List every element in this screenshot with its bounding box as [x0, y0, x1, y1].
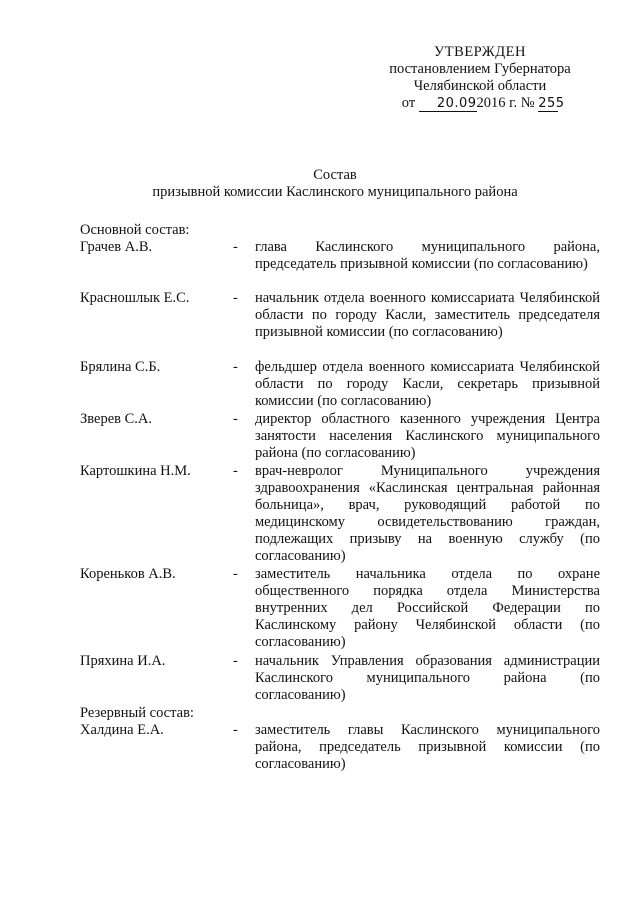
member-dash: - — [233, 411, 238, 427]
member-name: Грачев А.В. — [80, 239, 153, 255]
approval-line-1: постановлением Губернатора — [389, 61, 571, 77]
member-role: фельдшер отдела военного комиссариата Челябинской области по городу Касли, секретарь призывной комиссии (по согласованию) — [255, 359, 600, 409]
member-dash: - — [233, 463, 238, 479]
member-dash: - — [233, 653, 238, 669]
member-role: врач-невролог Муниципального учреждения здравоохранения «Каслинская центральная районная больница», врач, руководящий работой по медицинскому освидетельствованию граждан, подлежащих призыву на военную службу (по согласованию) — [255, 463, 600, 564]
document-heading — [80, 167, 590, 201]
handwritten-date: 20.09 — [436, 96, 477, 111]
member-name: Брялина С.Б. — [80, 359, 161, 375]
member-dash: - — [233, 290, 238, 306]
member-dash: - — [233, 722, 238, 738]
member-dash: - — [233, 566, 238, 582]
member-role: глава Каслинского муниципального района, председатель призывной комиссии (по согласованию) — [255, 239, 600, 272]
year-text: 2016 г. № — [476, 95, 535, 111]
member-dash: - — [233, 359, 238, 375]
heading-line-2: призывной комиссии Каслинского муниципального района — [152, 184, 518, 200]
approval-line-2: Челябинской области — [413, 78, 547, 94]
handwritten-number: 255 — [538, 96, 565, 111]
approval-title: УТВЕРЖДЕН — [434, 44, 526, 60]
member-name: Зверев С.А. — [80, 411, 153, 427]
date-blank — [419, 95, 437, 112]
member-role: заместитель главы Каслинского муниципального района, председатель призывной комиссии (по согласованию) — [255, 722, 600, 772]
main-composition-label: Основной состав: — [80, 222, 190, 238]
member-role: начальник Управления образования администрации Каслинского муниципального района (по согласованию) — [255, 653, 600, 703]
from-label: от — [401, 95, 416, 111]
approval-date-line — [370, 95, 590, 112]
member-name: Красношлык Е.С. — [80, 290, 190, 306]
member-name: Пряхина И.А. — [80, 653, 166, 669]
member-name: Картошкина Н.М. — [80, 463, 191, 479]
member-role: заместитель начальника отдела по охране общественного порядка отдела Министерства внутренних дел Российской Федерации по Каслинскому району Челябинской области (по согласованию) — [255, 566, 600, 650]
approval-stamp — [370, 44, 590, 112]
member-dash: - — [233, 239, 238, 255]
member-name: Кореньков А.В. — [80, 566, 176, 582]
member-role: директор областного казенного учреждения Центра занятости населения Каслинского муниципального района (по согласованию) — [255, 411, 600, 461]
reserve-composition-label: Резервный состав: — [80, 705, 194, 721]
member-role: начальник отдела военного комиссариата Челябинской области по городу Касли, заместитель председателя призывной комиссии (по согласованию) — [255, 290, 600, 340]
heading-line-1: Состав — [313, 167, 357, 183]
member-name: Халдина Е.А. — [80, 722, 164, 738]
